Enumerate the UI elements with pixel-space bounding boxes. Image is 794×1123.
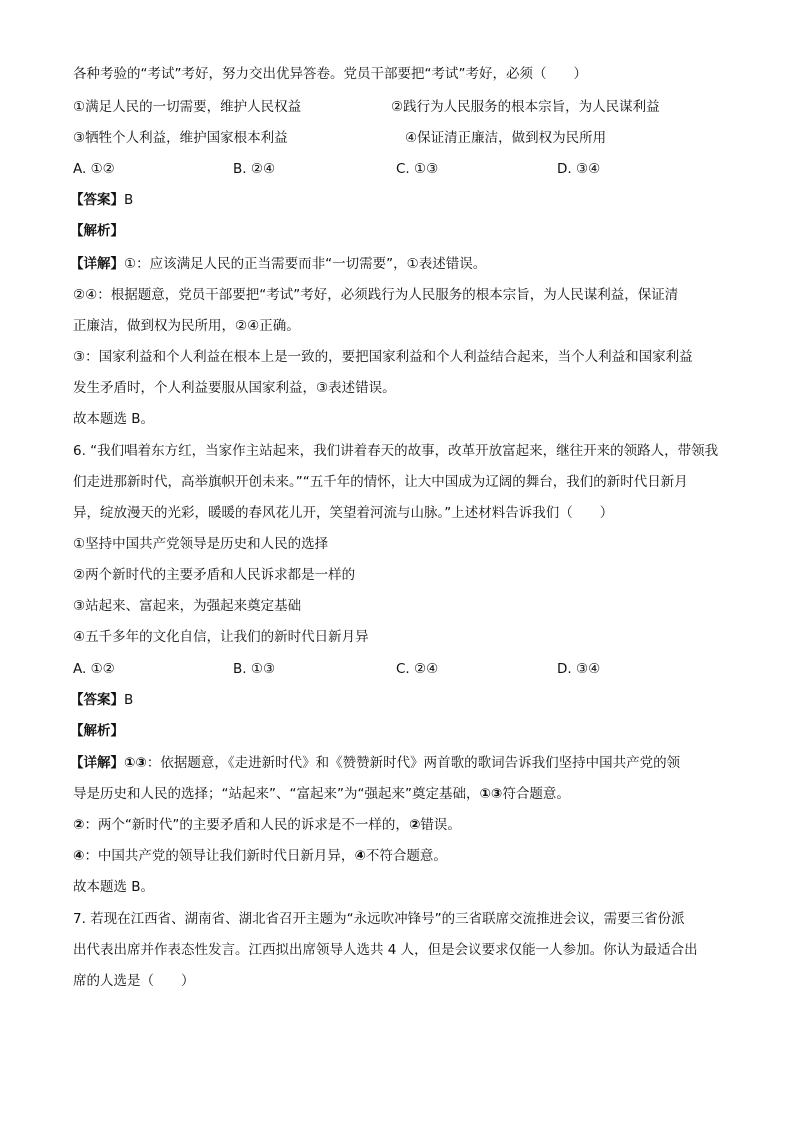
q6-detail-2: [73, 815, 461, 835]
q5-analysis-label: 【解析】: [70, 223, 124, 239]
q6-stem-2: 们走进那新时代，高举旗帜开创未来。”“五千年的情怀，让大中国成为辽阔的舞台，我们的新时代日新月: [73, 474, 688, 490]
detail-text-tail: 符合题意。: [502, 786, 570, 802]
q6-statement-3: ③站起来、富起来，为强起来奠定基础: [73, 598, 302, 614]
q6-detail-1a: [70, 753, 680, 773]
statement-mark: ②: [73, 817, 85, 833]
q7-stem-2: 出代表出席并作表态性发言。江西拟出席领导人选共 4 人，但是会议要求仅能一人参加。你认为最适合出: [73, 942, 698, 958]
q5-statement-2: ②践行为人民服务的根本宗旨，为人民谋利益: [391, 99, 660, 115]
q6-option-d[interactable]: D. ③④: [557, 661, 601, 677]
q5-option-b[interactable]: B. ②④: [233, 161, 276, 177]
q5-option-d[interactable]: D. ③④: [557, 161, 601, 177]
q5-answer: [70, 190, 133, 210]
q5-detail-2a: ②④：根据题意，党员干部要把“考试”考好，必须践行为人民服务的根本宗旨，为人民谋利益，保证清: [73, 287, 679, 303]
q5-option-c[interactable]: C. ①③: [396, 161, 439, 177]
answer-label: 【答案】: [70, 692, 124, 708]
answer-value: B: [124, 692, 134, 708]
q7-stem-3: 席的人选是（ ）: [73, 973, 195, 989]
detail-label: 【详解】: [70, 256, 124, 272]
q6-answer: [70, 690, 133, 710]
q6-option-a[interactable]: A. ①②: [73, 661, 115, 677]
q6-detail-1b: [73, 784, 570, 804]
q6-conclusion: 故本题选 B。: [73, 879, 155, 895]
detail-text: ：两个“新时代”的主要矛盾和人民的诉求是不一样的，: [84, 817, 409, 833]
detail-text: 导是历史和人民的选择；“站起来”、“富起来”为“强起来”奠定基础，: [73, 786, 480, 802]
detail-text: ①：应该满足人民的正当需要而非“一切需要”，①表述错误。: [124, 256, 487, 272]
q6-statement-2: ②两个新时代的主要矛盾和人民诉求都是一样的: [73, 567, 356, 583]
q5-detail-3b: 发生矛盾时，个人利益要服从国家利益，③表述错误。: [73, 380, 396, 396]
q5-conclusion: 故本题选 B。: [73, 411, 155, 427]
detail-text: ：依据题意，《走进新时代》和《赞赞新时代》两首歌的歌词告诉我们坚持中国共产党的领: [146, 755, 681, 771]
statement-mark: ①③: [124, 755, 147, 771]
q6-stem-3: 异，绽放漫天的光彩，暖暖的春风花儿开，笑望着河流与山脉。”上述材料告诉我们（ ）: [73, 505, 614, 521]
q5-statement-4: ④保证清正廉洁，做到权为民所用: [405, 130, 607, 146]
detail-label: 【详解】: [70, 755, 124, 771]
q5-option-a[interactable]: A. ①②: [73, 161, 115, 177]
detail-text-tail: 错误。: [420, 817, 461, 833]
q6-analysis-label: 【解析】: [70, 723, 124, 739]
q6-option-b[interactable]: B. ①③: [233, 661, 276, 677]
q5-statement-3: ③牺牲个人利益，维护国家根本利益: [73, 130, 288, 146]
q6-statement-4: ④五千多年的文化自信，让我们的新时代日新月异: [73, 629, 369, 645]
q5-detail-3a: ③：国家利益和个人利益在根本上是一致的，要把国家利益和个人利益结合起来，当个人利益和国家利益: [73, 349, 693, 365]
statement-mark: ①③: [479, 786, 503, 802]
statement-mark: ④: [73, 848, 85, 864]
detail-text-tail: 不符合题意。: [365, 848, 447, 864]
q7-stem-1: 7. 若现在江西省、湖南省、湖北省召开主题为“永远吹冲锋号”的三省联席交流推进会议，需要三省份派: [73, 911, 685, 927]
answer-label: 【答案】: [70, 192, 124, 208]
q5-statement-1: ①满足人民的一切需要，维护人民权益: [73, 99, 302, 115]
q5-detail-2b: 正廉洁，做到权为民所用，②④正确。: [73, 318, 300, 334]
q6-detail-3: [73, 846, 447, 866]
q6-option-c[interactable]: C. ②④: [396, 661, 439, 677]
q6-statement-1: ①坚持中国共产党领导是历史和人民的选择: [73, 536, 329, 552]
detail-text: ：中国共产党的领导让我们新时代日新月异，: [84, 848, 355, 864]
q6-stem-1: 6. “我们唱着东方红，当家作主站起来，我们讲着春天的故事，改革开放富起来，继往开来的领路人，带领我: [73, 443, 719, 459]
q5-stem-tail: 各种考验的“考试”考好，努力交出优异答卷。党员干部要把“考试”考好，必须（ ）: [73, 66, 587, 82]
statement-mark: ④: [354, 848, 366, 864]
answer-value: B: [124, 192, 134, 208]
statement-mark: ②: [408, 817, 421, 833]
q5-detail-1: [70, 254, 486, 274]
